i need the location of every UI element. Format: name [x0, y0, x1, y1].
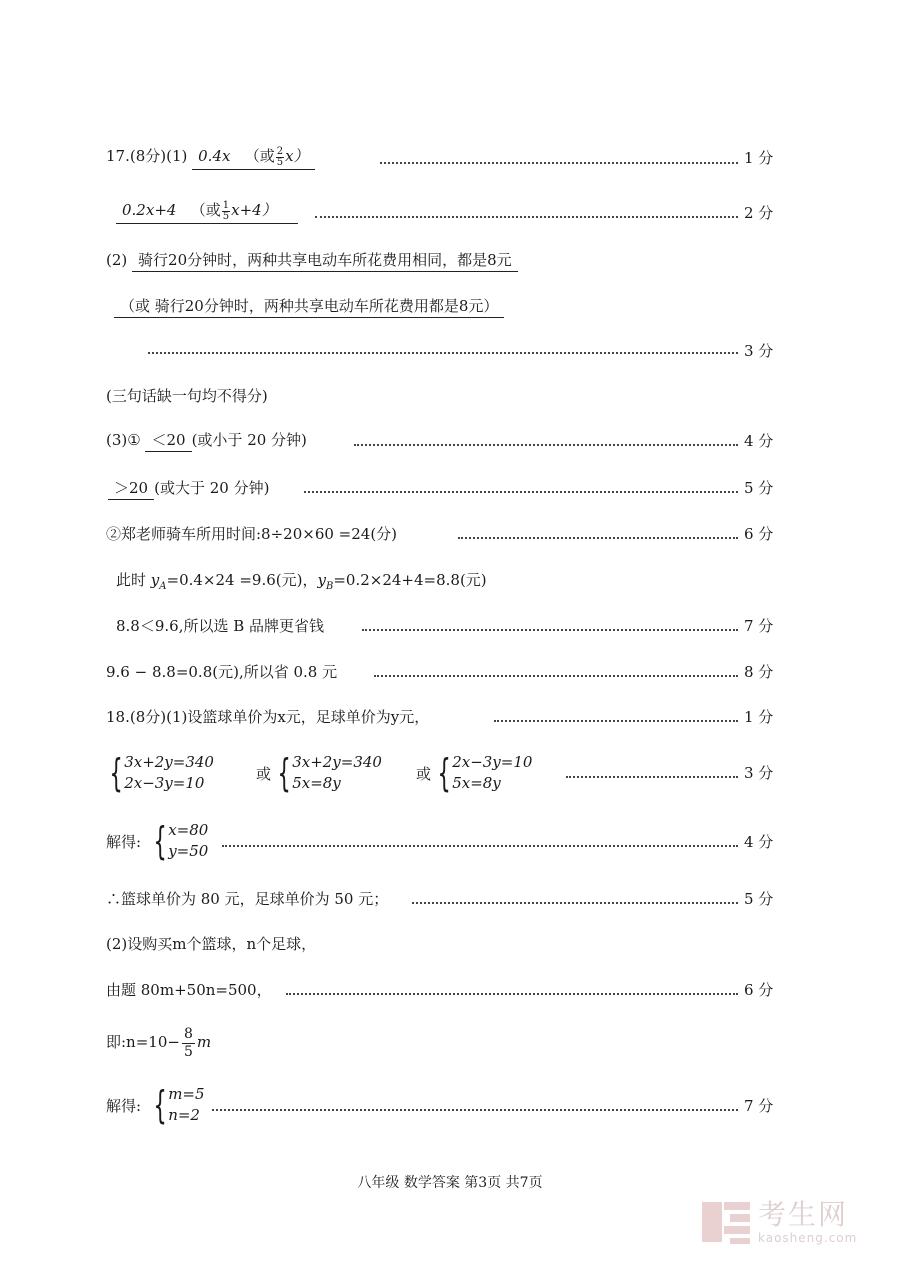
q18-header: 18.(8分)(1)设篮球单价为x元，足球单价为y元，	[106, 708, 430, 726]
score-label: 8 分	[744, 663, 774, 681]
q18-p2-solve-label: 解得:	[106, 1097, 142, 1115]
q17-p1a-frac: $\frac{2}{5}$	[276, 145, 284, 168]
q17-p1b-frac: $\frac{1}{5}$	[222, 199, 230, 222]
score-label: 3 分	[744, 764, 774, 782]
brace-icon: {	[153, 819, 167, 863]
q18-p2-ji: 即:n=10− $\frac{8}{5}$ m	[106, 1025, 212, 1060]
q17-p3b-line3: 8.8＜9.6,所以选 B 品牌更省钱	[116, 617, 325, 635]
score-label: 1 分	[744, 708, 774, 726]
leader-dots	[286, 991, 738, 995]
q17-p3b-line4: 9.6 − 8.8=0.8(元),所以省 0.8 元	[106, 663, 338, 681]
brace-icon: {	[437, 751, 451, 795]
leader-dots	[494, 718, 738, 722]
score-label: 3 分	[744, 342, 774, 360]
q18-conclusion: ∴篮球单价为 80 元，足球单价为 50 元；	[106, 890, 389, 908]
q18-p2-solution: { m=5 n=2	[153, 1083, 205, 1127]
q18-system-2: { 3x+2y=340 5x=8y	[277, 751, 382, 795]
q18-solve-label: 解得:	[106, 833, 142, 851]
watermark-logo-icon	[700, 1196, 752, 1248]
q18-or-1: 或	[256, 765, 272, 783]
score-label: 6 分	[744, 981, 774, 999]
q18-p2-setup: (2)设购买m个篮球，n个足球，	[106, 935, 317, 953]
q17-p2-alt: （或 骑行20分钟时，两种共享电动车所花费用都是8元）	[114, 296, 504, 318]
q17-p2-note: (三句话缺一句均不得分)	[106, 387, 268, 405]
leader-dots	[412, 900, 738, 904]
watermark-cn: 考生网	[758, 1198, 849, 1231]
q18-system-3: { 2x−3y=10 5x=8y	[437, 751, 533, 795]
score-label: 7 分	[744, 1097, 774, 1115]
leader-dots	[212, 1107, 738, 1111]
leader-dots	[315, 214, 738, 218]
watermark	[700, 1196, 857, 1248]
q17-p1b-answer: 0.2x+4 （或 $\frac{1}{5}$ x+4）	[116, 200, 298, 224]
q17-p3b-line2: 此时 $y_A=0.4\times 24 =9.6$(元)，$y_B=0.2\times 24+4=8.8$(元)	[116, 571, 487, 592]
q18-p2-eq: 由题 80m+50n=500，	[106, 981, 272, 999]
watermark-en: kaosheng.com	[758, 1231, 858, 1245]
q17-p3-gt: ＞20 (或大于 20 分钟)	[108, 478, 269, 500]
q17-p3b-line1: ②郑老师骑车所用时间:8÷20×60 =24(分)	[106, 525, 398, 543]
leader-dots	[148, 350, 738, 354]
q18-solution: { x=80 y=50	[153, 819, 209, 863]
score-label: 2 分	[744, 204, 774, 222]
q18-system-1: { 3x+2y=340 2x−3y=10	[109, 751, 214, 795]
leader-dots	[458, 535, 738, 539]
score-label: 4 分	[744, 432, 774, 450]
leader-dots	[304, 489, 738, 493]
score-label: 4 分	[744, 833, 774, 851]
score-label: 1 分	[744, 149, 774, 167]
page-footer: 八年级 数学答案 第3页 共7页	[357, 1175, 543, 1191]
q18-or-2: 或	[416, 765, 432, 783]
leader-dots	[374, 673, 738, 677]
leader-dots	[566, 774, 738, 778]
brace-icon: {	[109, 751, 123, 795]
q17-p3-lt: (3)① ＜20 (或小于 20 分钟)	[106, 430, 307, 452]
brace-icon: {	[153, 1083, 167, 1127]
leader-dots	[222, 843, 738, 847]
brace-icon: {	[277, 751, 291, 795]
leader-dots	[354, 442, 738, 446]
score-label: 6 分	[744, 525, 774, 543]
leader-dots	[380, 160, 738, 164]
score-label: 5 分	[744, 890, 774, 908]
score-label: 5 分	[744, 479, 774, 497]
leader-dots	[362, 627, 738, 631]
q17-header: 17.(8分)(1) 0.4x （或 $\frac{2}{5}$ x）	[106, 146, 315, 170]
q17-p2-answer: (2) 骑行20分钟时，两种共享电动车所花费用相同，都是8元	[106, 250, 518, 272]
q18-p2-frac: $\frac{8}{5}$	[183, 1025, 193, 1060]
score-label: 7 分	[744, 617, 774, 635]
q17-p1a-answer: 0.4x （或 $\frac{2}{5}$ x）	[192, 146, 315, 170]
